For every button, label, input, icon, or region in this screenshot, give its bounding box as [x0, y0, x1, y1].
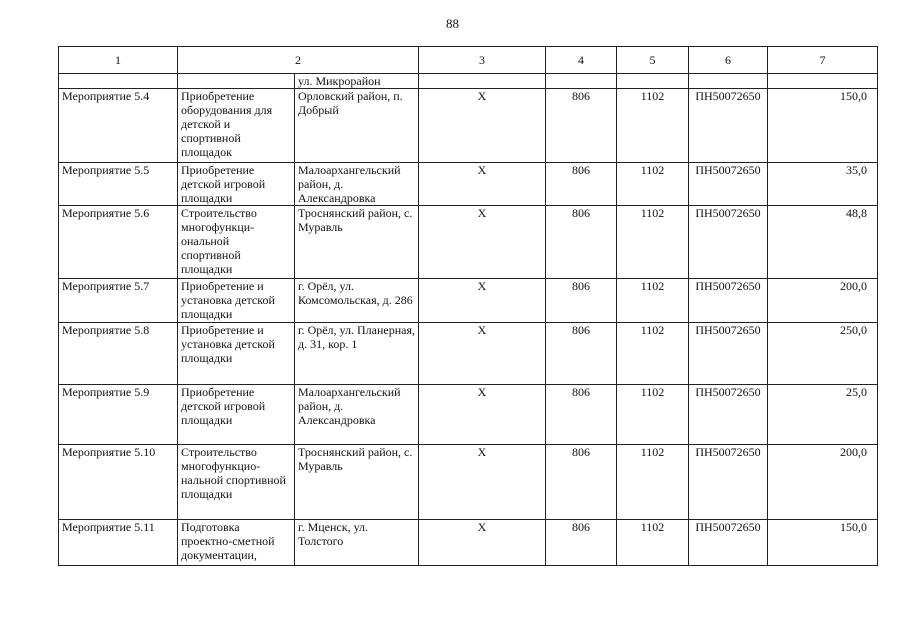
- event-cell: Мероприятие 5.7: [59, 279, 178, 323]
- location-cell: Малоархангельский район, д. Александровка: [295, 385, 419, 445]
- event-cell: Мероприятие 5.9: [59, 385, 178, 445]
- description-cell: Приобретение и установка детской площадки: [178, 323, 295, 385]
- budget-table: [58, 46, 878, 566]
- col4-cell: 806: [546, 279, 617, 323]
- location-cell: Троснянский район, с. Муравль: [295, 206, 419, 279]
- continuation-cell: [546, 74, 617, 89]
- col7-cell: 150,0: [768, 520, 878, 566]
- col7-cell: 200,0: [768, 445, 878, 520]
- location-cell: Малоархангельский район, д. Александровка: [295, 163, 419, 206]
- continuation-cell: [419, 74, 546, 89]
- table-row: [59, 206, 878, 279]
- col4-cell: 806: [546, 89, 617, 163]
- location-cell: г. Орёл, ул. Планерная, д. 31, кор. 1: [295, 323, 419, 385]
- col6-cell: ПН50072650: [689, 385, 768, 445]
- header-cell-3: 3: [419, 47, 546, 74]
- col4-cell: 806: [546, 323, 617, 385]
- col3-cell: Х: [419, 323, 546, 385]
- continuation-location: ул. Микрорайон: [295, 74, 419, 89]
- col6-cell: ПН50072650: [689, 445, 768, 520]
- col4-cell: 806: [546, 520, 617, 566]
- col6-cell: ПН50072650: [689, 520, 768, 566]
- col7-cell: 25,0: [768, 385, 878, 445]
- col5-cell: 1102: [617, 279, 689, 323]
- continuation-row: [59, 74, 878, 89]
- description-cell: Приобретение детской игровой площадки: [178, 385, 295, 445]
- header-cell-5: 5: [617, 47, 689, 74]
- col5-cell: 1102: [617, 385, 689, 445]
- event-cell: Мероприятие 5.11: [59, 520, 178, 566]
- col7-cell: 48,8: [768, 206, 878, 279]
- col4-cell: 806: [546, 163, 617, 206]
- col7-cell: 200,0: [768, 279, 878, 323]
- header-cell-6: 6: [689, 47, 768, 74]
- event-cell: Мероприятие 5.4: [59, 89, 178, 163]
- col6-cell: ПН50072650: [689, 163, 768, 206]
- event-cell: Мероприятие 5.10: [59, 445, 178, 520]
- table-row: [59, 520, 878, 566]
- continuation-cell: [617, 74, 689, 89]
- location-cell: г. Мценск, ул. Толстого: [295, 520, 419, 566]
- table-row: [59, 89, 878, 163]
- description-cell: Приобретение оборудования для детской и спортивной площадок: [178, 89, 295, 163]
- col6-cell: ПН50072650: [689, 279, 768, 323]
- col7-cell: 150,0: [768, 89, 878, 163]
- description-cell: Подготовка проектно-сметной документации,: [178, 520, 295, 566]
- event-cell: Мероприятие 5.8: [59, 323, 178, 385]
- continuation-cell: [768, 74, 878, 89]
- header-cell-1: 1: [59, 47, 178, 74]
- col3-cell: Х: [419, 206, 546, 279]
- col7-cell: 250,0: [768, 323, 878, 385]
- col5-cell: 1102: [617, 163, 689, 206]
- col5-cell: 1102: [617, 323, 689, 385]
- col4-cell: 806: [546, 445, 617, 520]
- continuation-cell: [59, 74, 178, 89]
- continuation-cell: [689, 74, 768, 89]
- col3-cell: Х: [419, 89, 546, 163]
- col3-cell: Х: [419, 445, 546, 520]
- event-cell: Мероприятие 5.6: [59, 206, 178, 279]
- description-cell: Строительство многофункцио-нальной спортивной площадки: [178, 445, 295, 520]
- col6-cell: ПН50072650: [689, 89, 768, 163]
- table-row: [59, 445, 878, 520]
- table-row: [59, 163, 878, 206]
- location-cell: Орловский район, п. Добрый: [295, 89, 419, 163]
- description-cell: Приобретение и установка детской площадки: [178, 279, 295, 323]
- header-row: [59, 47, 878, 74]
- table-row: [59, 385, 878, 445]
- col7-cell: 35,0: [768, 163, 878, 206]
- description-cell: Строительство многофункци-ональной спортивной площадки: [178, 206, 295, 279]
- col6-cell: ПН50072650: [689, 206, 768, 279]
- col4-cell: 806: [546, 206, 617, 279]
- page-number: 88: [446, 16, 459, 31]
- col5-cell: 1102: [617, 520, 689, 566]
- table-body: [59, 47, 878, 566]
- location-cell: Троснянский район, с. Муравль: [295, 445, 419, 520]
- col3-cell: Х: [419, 385, 546, 445]
- col3-cell: Х: [419, 520, 546, 566]
- header-cell-7: 7: [768, 47, 878, 74]
- continuation-cell: [178, 74, 295, 89]
- col5-cell: 1102: [617, 206, 689, 279]
- table-row: [59, 323, 878, 385]
- description-cell: Приобретение детской игровой площадки: [178, 163, 295, 206]
- col5-cell: 1102: [617, 445, 689, 520]
- col6-cell: ПН50072650: [689, 323, 768, 385]
- event-cell: Мероприятие 5.5: [59, 163, 178, 206]
- col3-cell: Х: [419, 279, 546, 323]
- col4-cell: 806: [546, 385, 617, 445]
- location-cell: г. Орёл, ул. Комсомольская, д. 286: [295, 279, 419, 323]
- col3-cell: Х: [419, 163, 546, 206]
- table-row: [59, 279, 878, 323]
- header-cell-2: 2: [178, 47, 419, 74]
- col5-cell: 1102: [617, 89, 689, 163]
- header-cell-4: 4: [546, 47, 617, 74]
